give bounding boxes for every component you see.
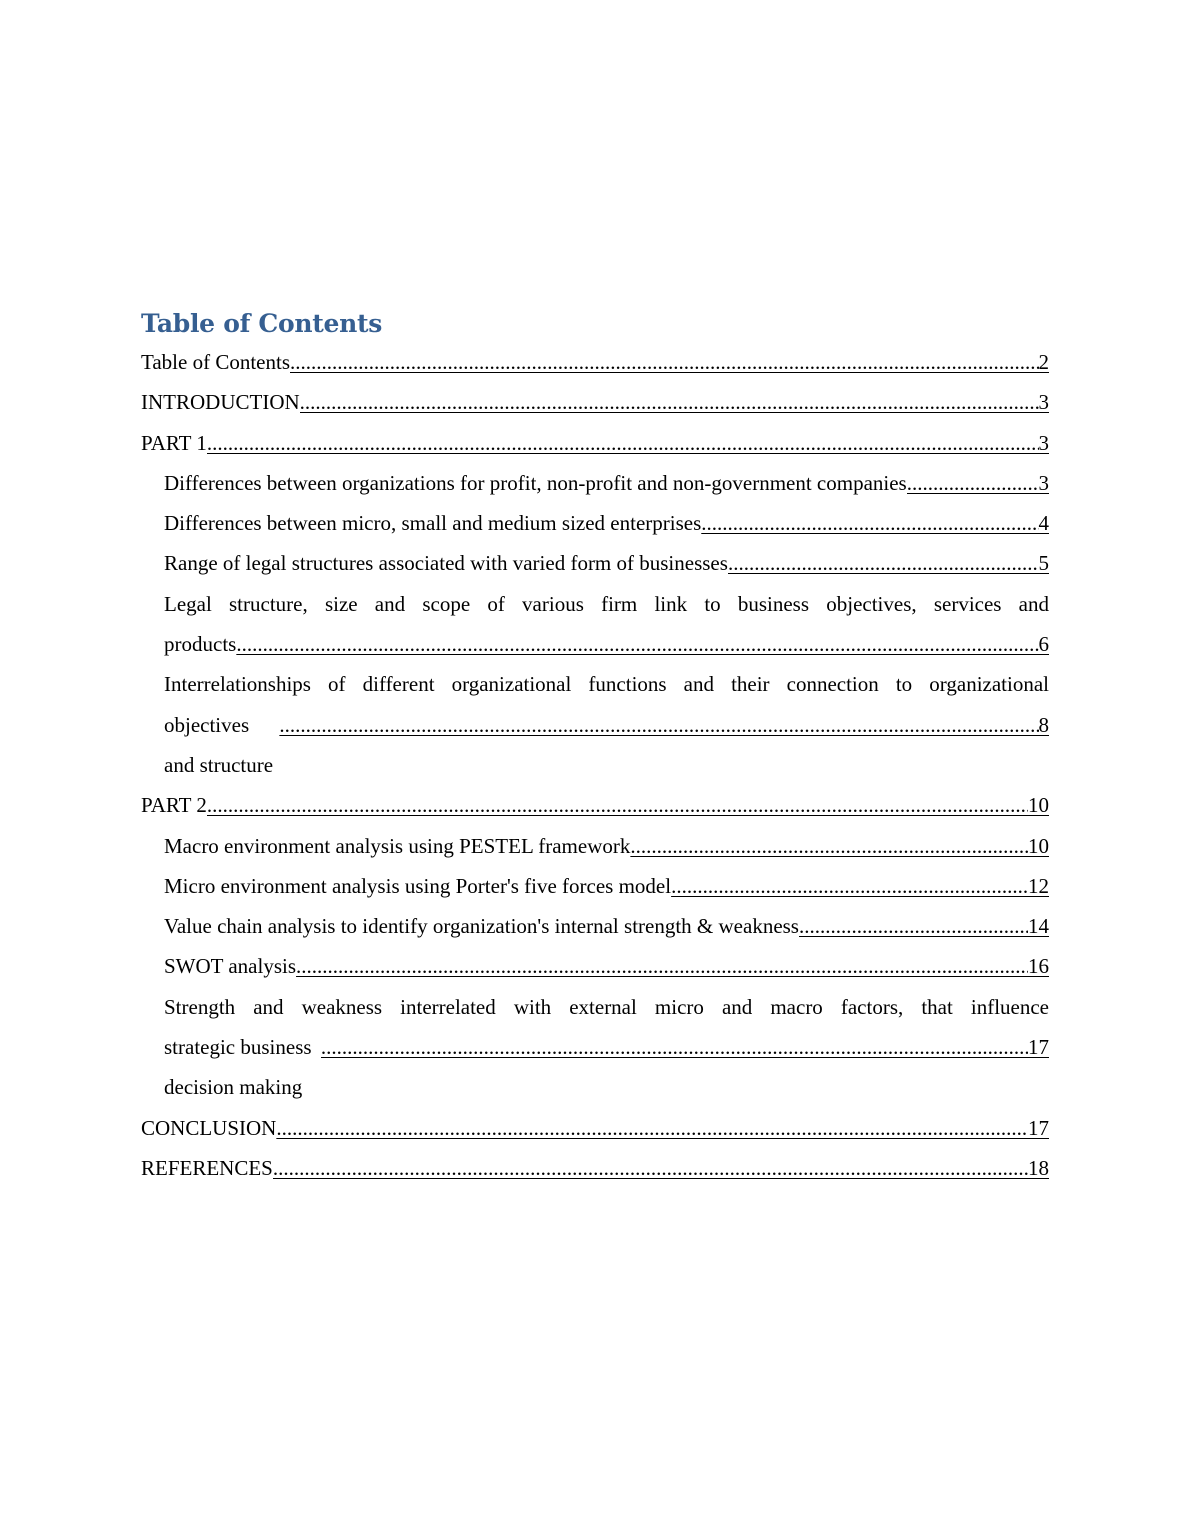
dot-leader (799, 906, 1028, 946)
toc-entry-page-number: 16 (1028, 954, 1049, 979)
toc-entry-page-number: 14 (1028, 914, 1049, 939)
toc-entry-label: Differences between micro, small and medium sized enterprises (164, 503, 701, 543)
toc-entry-page-number: 10 (1028, 833, 1049, 858)
toc-entry-label: Value chain analysis to identify organization's internal strength & weakness (164, 906, 799, 946)
toc-entry-porters-five-forces[interactable] (164, 866, 1049, 906)
dot-leader (273, 1148, 1028, 1188)
toc-entry-page-number: 10 (1028, 793, 1049, 818)
toc-entry-label: INTRODUCTION (141, 382, 300, 422)
toc-entry-label: Macro environment analysis using PESTEL framework (164, 826, 630, 866)
toc-entry-label-line-2: products (164, 624, 236, 664)
toc-entry-page-number: 17 (1028, 1115, 1049, 1140)
toc-entry-conclusion[interactable] (141, 1108, 1049, 1148)
toc-entry-label: Range of legal structures associated with varied form of businesses (164, 543, 728, 583)
dot-leader (207, 785, 1028, 825)
toc-entry-page-number: 2 (1038, 350, 1049, 374)
toc-entry-strength-weakness-factors[interactable] (164, 987, 1049, 1108)
dot-leader (236, 624, 1038, 664)
dot-leader (279, 705, 1038, 745)
toc-entry-page-number: 17 (1028, 1035, 1049, 1060)
toc-entry-organization-differences[interactable] (164, 463, 1049, 503)
toc-entry-references[interactable] (141, 1148, 1049, 1188)
toc-entry-label-line-2: objectives and structure (164, 705, 279, 786)
toc-entry-part-1[interactable] (141, 423, 1049, 463)
dot-leader (728, 543, 1039, 583)
dot-leader (701, 503, 1038, 543)
toc-entry-pestel[interactable] (164, 826, 1049, 866)
toc-entry-page-number: 5 (1038, 551, 1049, 576)
toc-entry-label: CONCLUSION (141, 1108, 276, 1148)
dot-leader (321, 1027, 1028, 1067)
dot-leader (630, 826, 1028, 866)
dot-leader (300, 382, 1039, 422)
dot-leader (296, 946, 1028, 986)
toc-entry-label-line-2: strategic business decision making (164, 1027, 321, 1108)
dot-leader (207, 423, 1039, 463)
toc-entry-page-number: 12 (1028, 873, 1049, 898)
toc-entry-part-2[interactable] (141, 785, 1049, 825)
toc-entry-page-number: 6 (1038, 632, 1049, 657)
toc-entry-label: Differences between organizations for profit, non-profit and non-government companies (164, 463, 907, 503)
toc-entry-introduction[interactable] (141, 382, 1049, 422)
toc-entry-label-line-1: Interrelationships of different organizational functions and their connection to organizational (164, 672, 1049, 697)
toc-entry-value-chain[interactable] (164, 906, 1049, 946)
dot-leader (671, 866, 1028, 906)
dot-leader (276, 1108, 1028, 1148)
toc-entry-organizational-functions[interactable] (164, 664, 1049, 785)
toc-entry-label: Micro environment analysis using Porter's five forces model (164, 866, 671, 906)
toc-entry-legal-structures[interactable] (164, 543, 1049, 583)
toc-entry-legal-structure-size-scope[interactable] (164, 584, 1049, 665)
toc-entry-label-line-1: Legal structure, size and scope of various firm link to business objectives, services and (164, 591, 1049, 616)
toc-entry-page-number: 3 (1038, 430, 1049, 455)
toc-entry-page-number: 4 (1038, 511, 1049, 536)
toc-entry-table-of-contents[interactable] (141, 342, 1049, 382)
toc-heading: Table of Contents (141, 309, 383, 338)
toc-entry-page-number: 3 (1038, 470, 1049, 495)
toc-entry-swot[interactable] (164, 946, 1049, 986)
dot-leader (907, 463, 1039, 503)
toc-entry-label: SWOT analysis (164, 946, 296, 986)
toc-entry-label: PART 2 (141, 785, 207, 825)
toc-entry-page-number: 8 (1038, 712, 1049, 737)
dot-leader (290, 342, 1039, 382)
table-of-contents (141, 306, 1049, 1188)
toc-entry-label: Table of Contents (141, 342, 290, 382)
toc-entry-label: REFERENCES (141, 1148, 273, 1188)
toc-entry-page-number: 3 (1038, 390, 1049, 415)
toc-entry-label-line-1: Strength and weakness interrelated with external micro and macro factors, that influence (164, 994, 1049, 1019)
toc-entry-label: PART 1 (141, 423, 207, 463)
toc-entry-page-number: 18 (1028, 1155, 1049, 1180)
toc-entry-enterprise-size-differences[interactable] (164, 503, 1049, 543)
